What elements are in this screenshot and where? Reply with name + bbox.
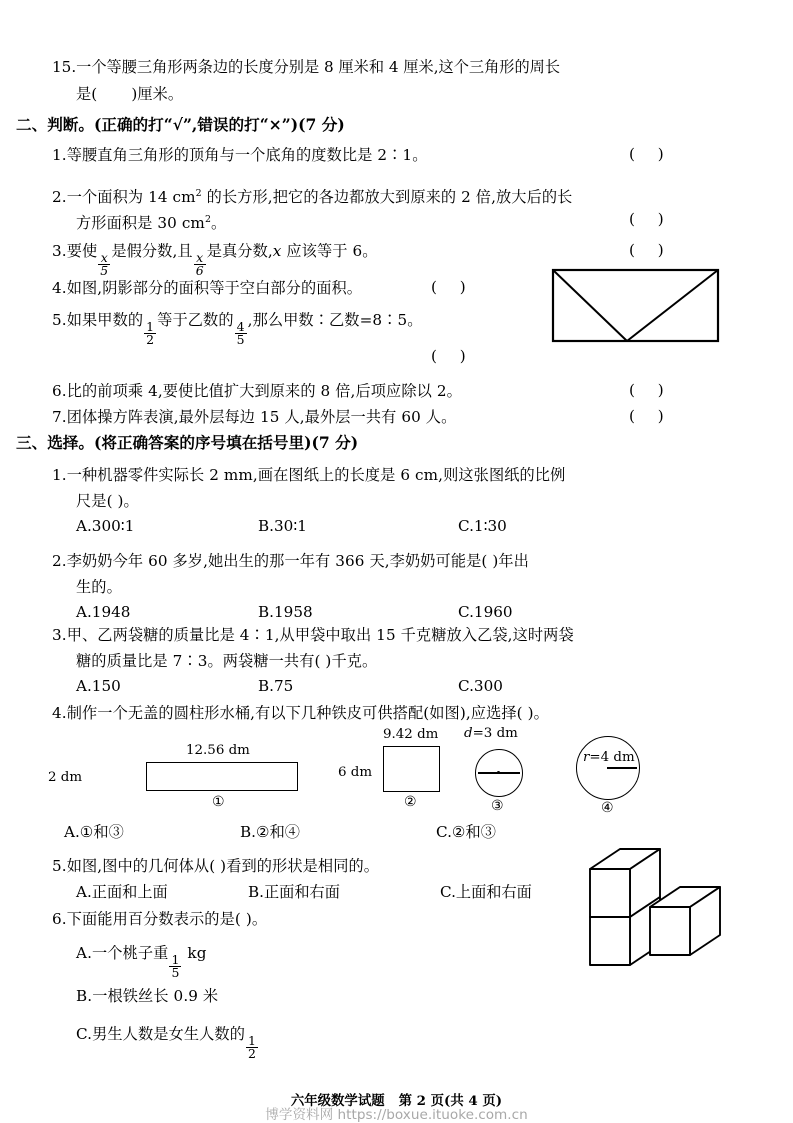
choice-question-4-line1: 4.制作一个无盖的圆柱形水桶,有以下几种铁皮可供搭配(如图),应选择( )。 [52,704,549,722]
choice-4-option-b[interactable]: B.②和④ [240,823,300,841]
tf-question-4: 4.如图,阴影部分的面积等于空白部分的面积。 [52,279,363,297]
tf-question-5-number: 5. [52,311,67,329]
section-heading-true-false: 二、判断。(正确的打“√”,错误的打“×”)(7 分) [16,115,345,134]
choice-3-option-b[interactable]: B.75 [258,677,294,695]
choice-3-option-a[interactable]: A.150 [76,677,121,695]
tf-answer-bracket-5[interactable]: ( ) [431,347,475,365]
choice-question-1-options [76,514,507,538]
shaded-rectangle-svg [551,268,721,344]
fraction-x-over-5: $\frac{x}{5}$ [100,249,109,279]
question-15-line1: 一个等腰三角形两条边的长度分别是 8 厘米和 4 厘米,这个三角形的周长 [76,58,561,76]
choice-2-option-b[interactable]: B.1958 [258,603,313,621]
tf-question-6: 6.比的前项乘 4,要使比值扩大到原来的 8 倍,后项应除以 2。 [52,382,462,400]
choice-6-option-c[interactable]: C.男生人数是女生人数的 $\frac{1}{2}$ [76,1025,257,1062]
choice-6-option-a[interactable]: A.一个桃子重 $\frac{1}{5}$ kg [76,944,207,981]
choice-5-option-b[interactable]: B.正面和右面 [248,883,340,901]
figure-3-number: ③ [491,798,504,814]
question-15 [52,54,712,81]
choice-question-2-line1: 2.李奶奶今年 60 多岁,她出生的那一年有 366 天,李奶奶可能是( )年出 [52,552,529,570]
tf-answer-bracket-3[interactable]: ( ) [629,241,673,259]
choice-question-5-options [76,880,532,904]
tf-question-5: 5.如果甲数的 $\frac{1}{2}$ 等于乙数的 $\frac{4}{5}$ ,那么甲数∶乙数=8∶5。 [52,311,423,348]
fraction-1-over-2: $\frac{1}{2}$ [146,318,155,348]
tf-question-7: 7.团体操方阵表演,最外层每边 15 人,最外层一共有 60 人。 [52,408,457,426]
figure-2-left-label: 6 dm [338,765,373,780]
fraction-1-over-2-option-c: $\frac{1}{2}$ [247,1032,257,1062]
shaded-rectangle-figure [551,268,721,344]
choice-1-option-b[interactable]: B.30∶1 [258,517,307,535]
tf-answer-bracket-7[interactable]: ( ) [629,407,673,425]
choice-question-4-options [64,820,496,844]
site-watermark: 博学资料网 https://boxue.ituoke.com.cn [265,1107,528,1123]
figure-1-number: ① [212,794,225,810]
tf-answer-bracket-4[interactable]: ( ) [431,278,475,296]
tf-question-1 [52,142,427,168]
choice-2-option-c[interactable]: C.1960 [458,603,513,621]
tf-question-1-number: 1. [52,146,67,164]
choice-6-option-b[interactable]: B.一根铁丝长 0.9 米 [76,987,219,1005]
choice-5-option-a[interactable]: A.正面和上面 [76,883,168,901]
choice-question-2-number: 2. [52,552,67,570]
tf-question-1-text: 等腰直角三角形的顶角与一个底角的度数比是 2∶1。 [66,146,428,164]
choice-1-option-a[interactable]: A.300∶1 [76,517,135,535]
figure-4-radius-line [607,767,637,769]
figure-1-left-label: 2 dm [48,770,83,785]
choice-question-5-line1: 5.如图,图中的几何体从( )看到的形状是相同的。 [52,857,380,875]
figure-4-number: ④ [601,800,614,816]
section-heading-choice: 三、选择。(将正确答案的序号填在括号里)(7 分) [16,433,359,452]
choice-question-2-line2: 生的。 [76,578,122,596]
choice-question-4-number: 4. [52,704,67,722]
figure-2-rectangle [383,746,440,792]
choice-question-5-number: 5. [52,857,67,875]
footer-page-number: 第 2 页(共 4 页) [398,1093,503,1109]
tf-question-7-number: 7. [52,408,67,426]
choice-question-3-line2: 糖的质量比是 7∶3。两袋糖一共有( )千克。 [76,652,378,670]
figure-3-center-dot [497,771,500,774]
tf-question-3: 3.要使 $\frac{x}{5}$ 是假分数,且 $\frac{x}{6}$ 是真分数,x 应该等于 6。 [52,242,378,279]
choice-1-option-c[interactable]: C.1∶30 [458,517,507,535]
tf-question-2-number: 2. [52,188,67,207]
choice-question-6-number: 6. [52,910,67,928]
figure-2-top-label: 9.42 dm [383,727,439,742]
tf-question-6-number: 6. [52,382,67,400]
choice-question-1-number: 1. [52,466,67,484]
cube-solid-svg [578,845,728,967]
tf-answer-bracket-2[interactable]: ( ) [629,210,673,228]
tf-answer-bracket-1[interactable]: ( ) [629,145,673,163]
choice-question-3-number: 3. [52,626,67,644]
choice-4-option-a[interactable]: A.①和③ [64,823,124,841]
choice-question-3-line1: 3.甲、乙两袋糖的质量比是 4∶1,从甲袋中取出 15 千克糖放入乙袋,这时两袋 [52,626,574,644]
tf-question-2-line1: 2.一个面积为 14 $cm^2$ 的长方形,把它的各边都放大到原来的 2 倍,放大后的长 [52,188,573,207]
cube-solid-figure [578,845,728,967]
choice-2-option-a[interactable]: A.1948 [76,603,131,621]
figure-4-label: r=4 dm [583,750,635,765]
figure-2-number: ② [404,794,417,810]
choice-3-option-c[interactable]: C.300 [458,677,503,695]
question-15-line2: 是( )厘米。 [76,85,184,103]
figure-1-top-label: 12.56 dm [186,743,250,758]
figure-3-label: d=3 dm [464,726,518,741]
figure-1-rectangle [146,762,298,791]
choice-question-3-options [76,674,503,698]
choice-question-1-line1: 1.一种机器零件实际长 2 mm,画在图纸上的长度是 6 cm,则这张图纸的比例 [52,466,566,484]
tf-answer-bracket-6[interactable]: ( ) [629,381,673,399]
tf-question-4-number: 4. [52,279,67,297]
tf-question-2-line2: 方形面积是 30 $cm^2$。 [76,214,227,233]
choice-5-option-c[interactable]: C.上面和右面 [440,883,532,901]
choice-4-option-c[interactable]: C.②和③ [436,823,496,841]
question-15-number: 15. [52,58,77,76]
fraction-x-over-6: $\frac{x}{6}$ [195,249,204,279]
footer-title: 六年级数学试题 [290,1093,385,1109]
fraction-1-over-5: $\frac{1}{5}$ [171,951,180,981]
choice-question-1-line2: 尺是( )。 [76,492,139,510]
tf-question-3-number: 3. [52,242,67,260]
choice-question-6-line1: 6.下面能用百分数表示的是( )。 [52,910,268,928]
choice-question-2-options [76,600,513,624]
fraction-4-over-5: $\frac{4}{5}$ [236,318,245,348]
